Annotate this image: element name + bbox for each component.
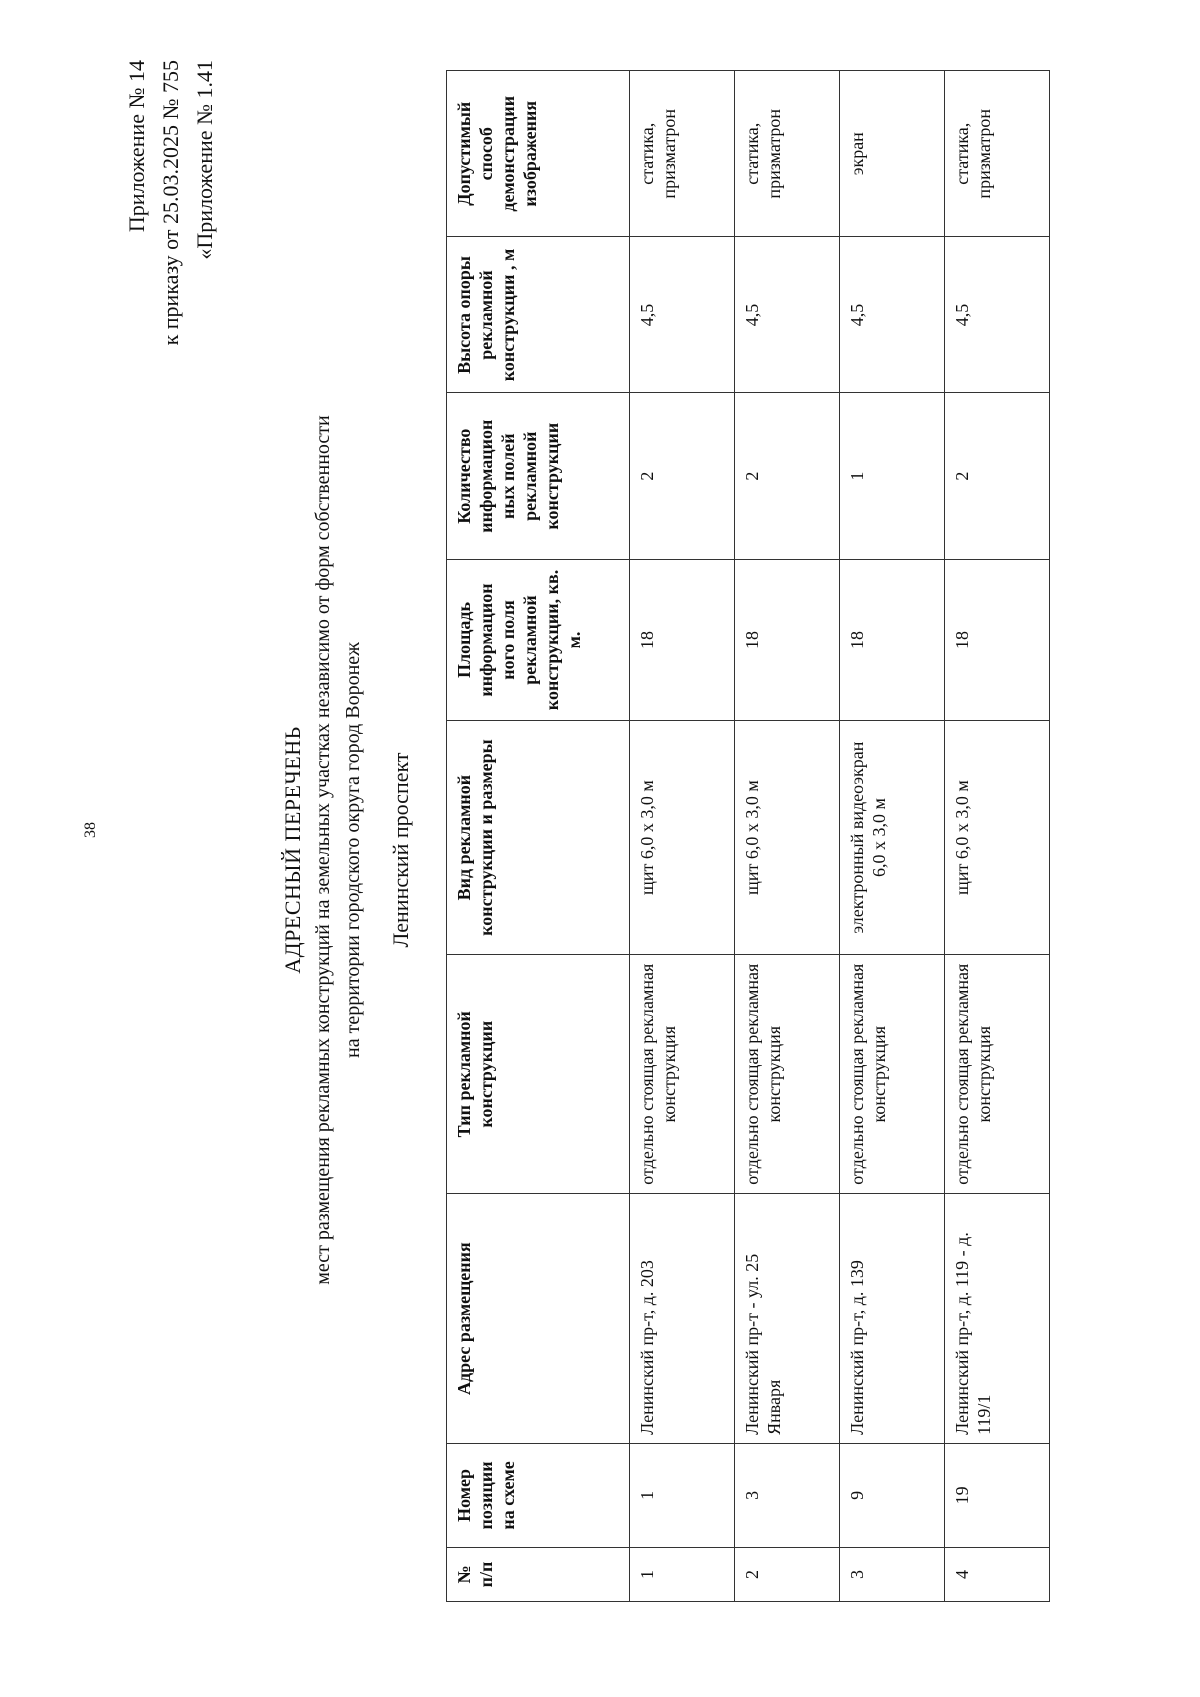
appendix-line-3: «Приложение № 1.41 [192, 60, 217, 260]
table-cell: Ленинский пр-т - ул. 25 Января [735, 1194, 840, 1444]
header-cell: № п/п [447, 1547, 630, 1601]
table-cell: 18 [945, 559, 1050, 720]
table-cell: отдельно стоящая рекламная конструкция [630, 955, 735, 1194]
section-title: Ленинский проспект [388, 752, 413, 948]
table-cell: 4,5 [945, 237, 1050, 393]
header-cell: Тип рекламной конструкции [447, 955, 630, 1194]
document-title: АДРЕСНЫЙ ПЕРЕЧЕНЬ [280, 726, 305, 974]
table-row [630, 71, 735, 1602]
table-cell: отдельно стоящая рекламная конструкция [945, 955, 1050, 1194]
appendix-reference [120, 60, 222, 345]
document-subtitle-line-1: мест размещения рекламных конструкций на земельных участках независимо от форм собственности [312, 415, 334, 1285]
table-cell: 18 [630, 559, 735, 720]
table-cell: 1 [840, 393, 945, 559]
table-cell: Ленинский пр-т, д. 139 [840, 1194, 945, 1444]
address-table [446, 70, 1050, 1602]
header-cell: Номер позиции на схеме [447, 1443, 630, 1547]
table-cell: 2 [735, 1547, 840, 1601]
table-cell: 9 [840, 1443, 945, 1547]
table-cell: 2 [630, 393, 735, 559]
title-block [278, 60, 416, 1640]
table-cell: электронный видеоэкран 6,0 х 3,0 м [840, 721, 945, 955]
header-cell: Допустимый способ демонстрации изображения [447, 71, 630, 237]
table-cell: 3 [735, 1443, 840, 1547]
table-cell: экран [840, 71, 945, 237]
table-cell: 4,5 [735, 237, 840, 393]
table-cell: отдельно стоящая рекламная конструкция [840, 955, 945, 1194]
table-cell: 2 [735, 393, 840, 559]
table-cell: 1 [630, 1547, 735, 1601]
appendix-line-2: к приказу от 25.03.2025 № 755 [158, 60, 183, 346]
page-number: 38 [82, 822, 99, 838]
table-cell: 2 [945, 393, 1050, 559]
table-cell: щит 6,0 х 3,0 м [945, 721, 1050, 955]
table-cell: 19 [945, 1443, 1050, 1547]
table-cell: Ленинский пр-т, д. 203 [630, 1194, 735, 1444]
header-cell: Вид рекламной конструкции и размеры [447, 721, 630, 955]
header-cell: Количество информацион ных полей рекламной конструкции [447, 393, 630, 559]
header-cell: Площадь информацион ного поля рекламной конструкции, кв. м. [447, 559, 630, 720]
header-cell: Адрес размещения [447, 1194, 630, 1444]
table-cell: 4,5 [840, 237, 945, 393]
table-cell: 18 [735, 559, 840, 720]
table-row [735, 71, 840, 1602]
table-cell: 1 [630, 1443, 735, 1547]
table-row [840, 71, 945, 1602]
table-header-row [447, 71, 630, 1602]
table-cell: статика, призматрон [630, 71, 735, 237]
table-cell: 4 [945, 1547, 1050, 1601]
appendix-line-1: Приложение № 14 [124, 60, 149, 233]
table-cell: щит 6,0 х 3,0 м [630, 721, 735, 955]
document-subtitle-line-2: на территории городского округа город Воронеж [342, 642, 364, 1058]
table-cell: статика, призматрон [945, 71, 1050, 237]
table-cell: 3 [840, 1547, 945, 1601]
table-cell: щит 6,0 х 3,0 м [735, 721, 840, 955]
header-cell: Высота опоры рекламной конструкции , м [447, 237, 630, 393]
table-cell: 4,5 [630, 237, 735, 393]
table-row [945, 71, 1050, 1602]
table-cell: отдельно стоящая рекламная конструкция [735, 955, 840, 1194]
document-sheet [120, 60, 1160, 1640]
address-table-wrapper [446, 70, 1050, 1602]
table-cell: 18 [840, 559, 945, 720]
table-cell: Ленинский пр-т, д. 119 - д. 119/1 [945, 1194, 1050, 1444]
table-cell: статика, призматрон [735, 71, 840, 237]
